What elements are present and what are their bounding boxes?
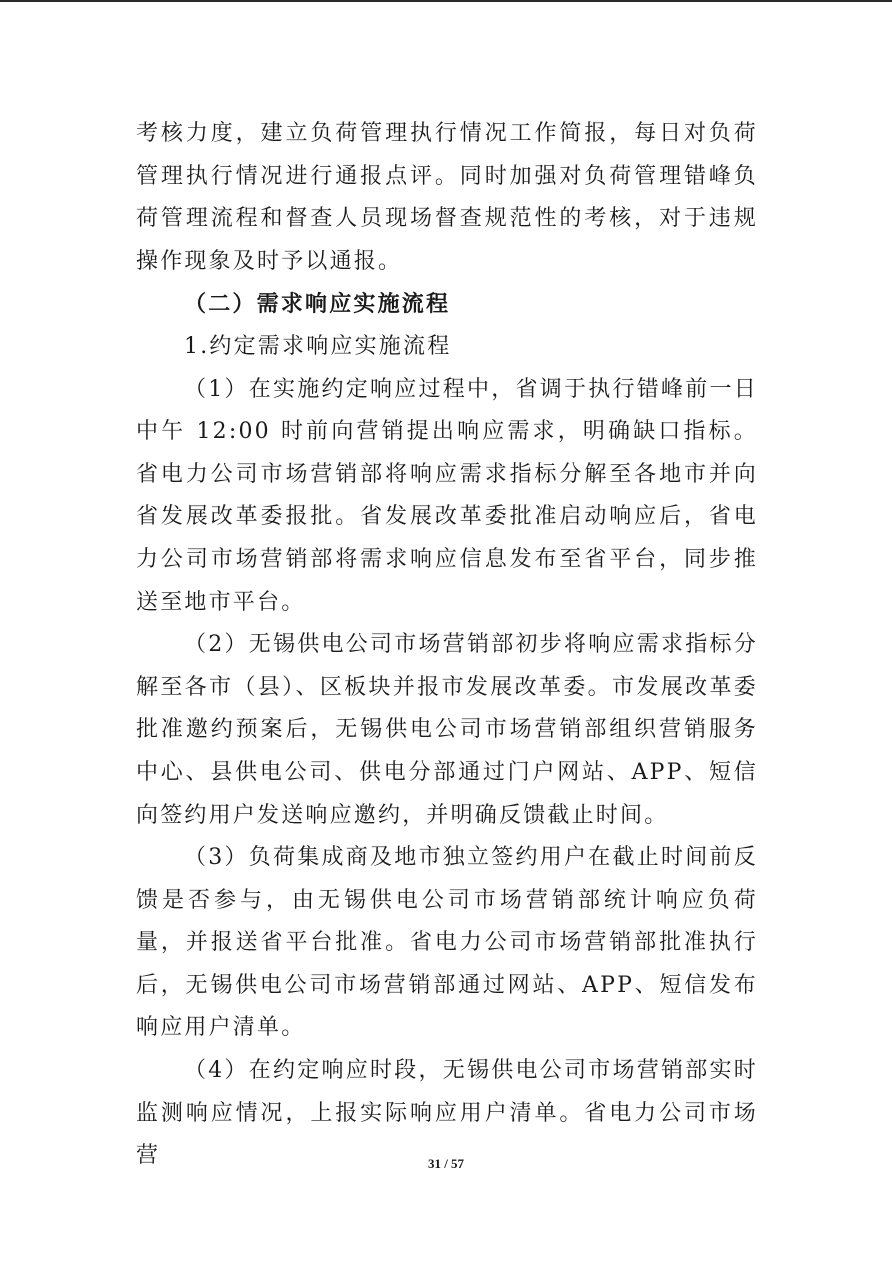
paragraph-step-4: （4）在约定响应时段，无锡供电公司市场营销部实时监测响应情况，上报实际响应用户清单。省电力公司市场营 [136,1058,758,1169]
paragraph-step-3: （3）负荷集成商及地市独立签约用户在截止时间前反馈是否参与，由无锡供电公司市场营销部统计响应负荷量，并报送省平台批准。省电力公司市场营销部批准执行后，无锡供电公司市场营销部通过网站、APP、短信发布响应用户清单。 [136,845,758,1041]
document-body [136,113,758,1178]
top-border-line [0,0,892,2]
section-heading: （二）需求响应实施流程 [184,291,451,318]
paragraph-step-2: （2）无锡供电公司市场营销部初步将响应需求指标分解至各市（县）、区板块并报市发展改革委。市发展改革委批准邀约预案后，无锡供电公司市场营销部组织营销服务中心、县供电公司、供电分部通过门户网站、APP、短信向签约用户发送响应邀约，并明确反馈截止时间。 [136,632,758,828]
page-number: 31 / 57 [427,1156,465,1171]
paragraph-step-1: （1）在实施约定响应过程中，省调于执行错峰前一日中午 12:00 时前向营销提出响应需求，明确缺口指标。省电力公司市场营销部将响应需求指标分解至各地市并向省发展改革委报批。省发展改革委批准启动响应后，省电力公司市场营销部将需求响应信息发布至省平台，同步推送至地市平台。 [136,376,758,615]
subsection-heading: 1.约定需求响应实施流程 [184,333,452,359]
paragraph-continuation: 考核力度，建立负荷管理执行情况工作简报，每日对负荷管理执行情况进行通报点评。同时加强对负荷管理错峰负荷管理流程和督查人员现场督查规范性的考核，对于违规操作现象及时予以通报。 [136,121,758,274]
